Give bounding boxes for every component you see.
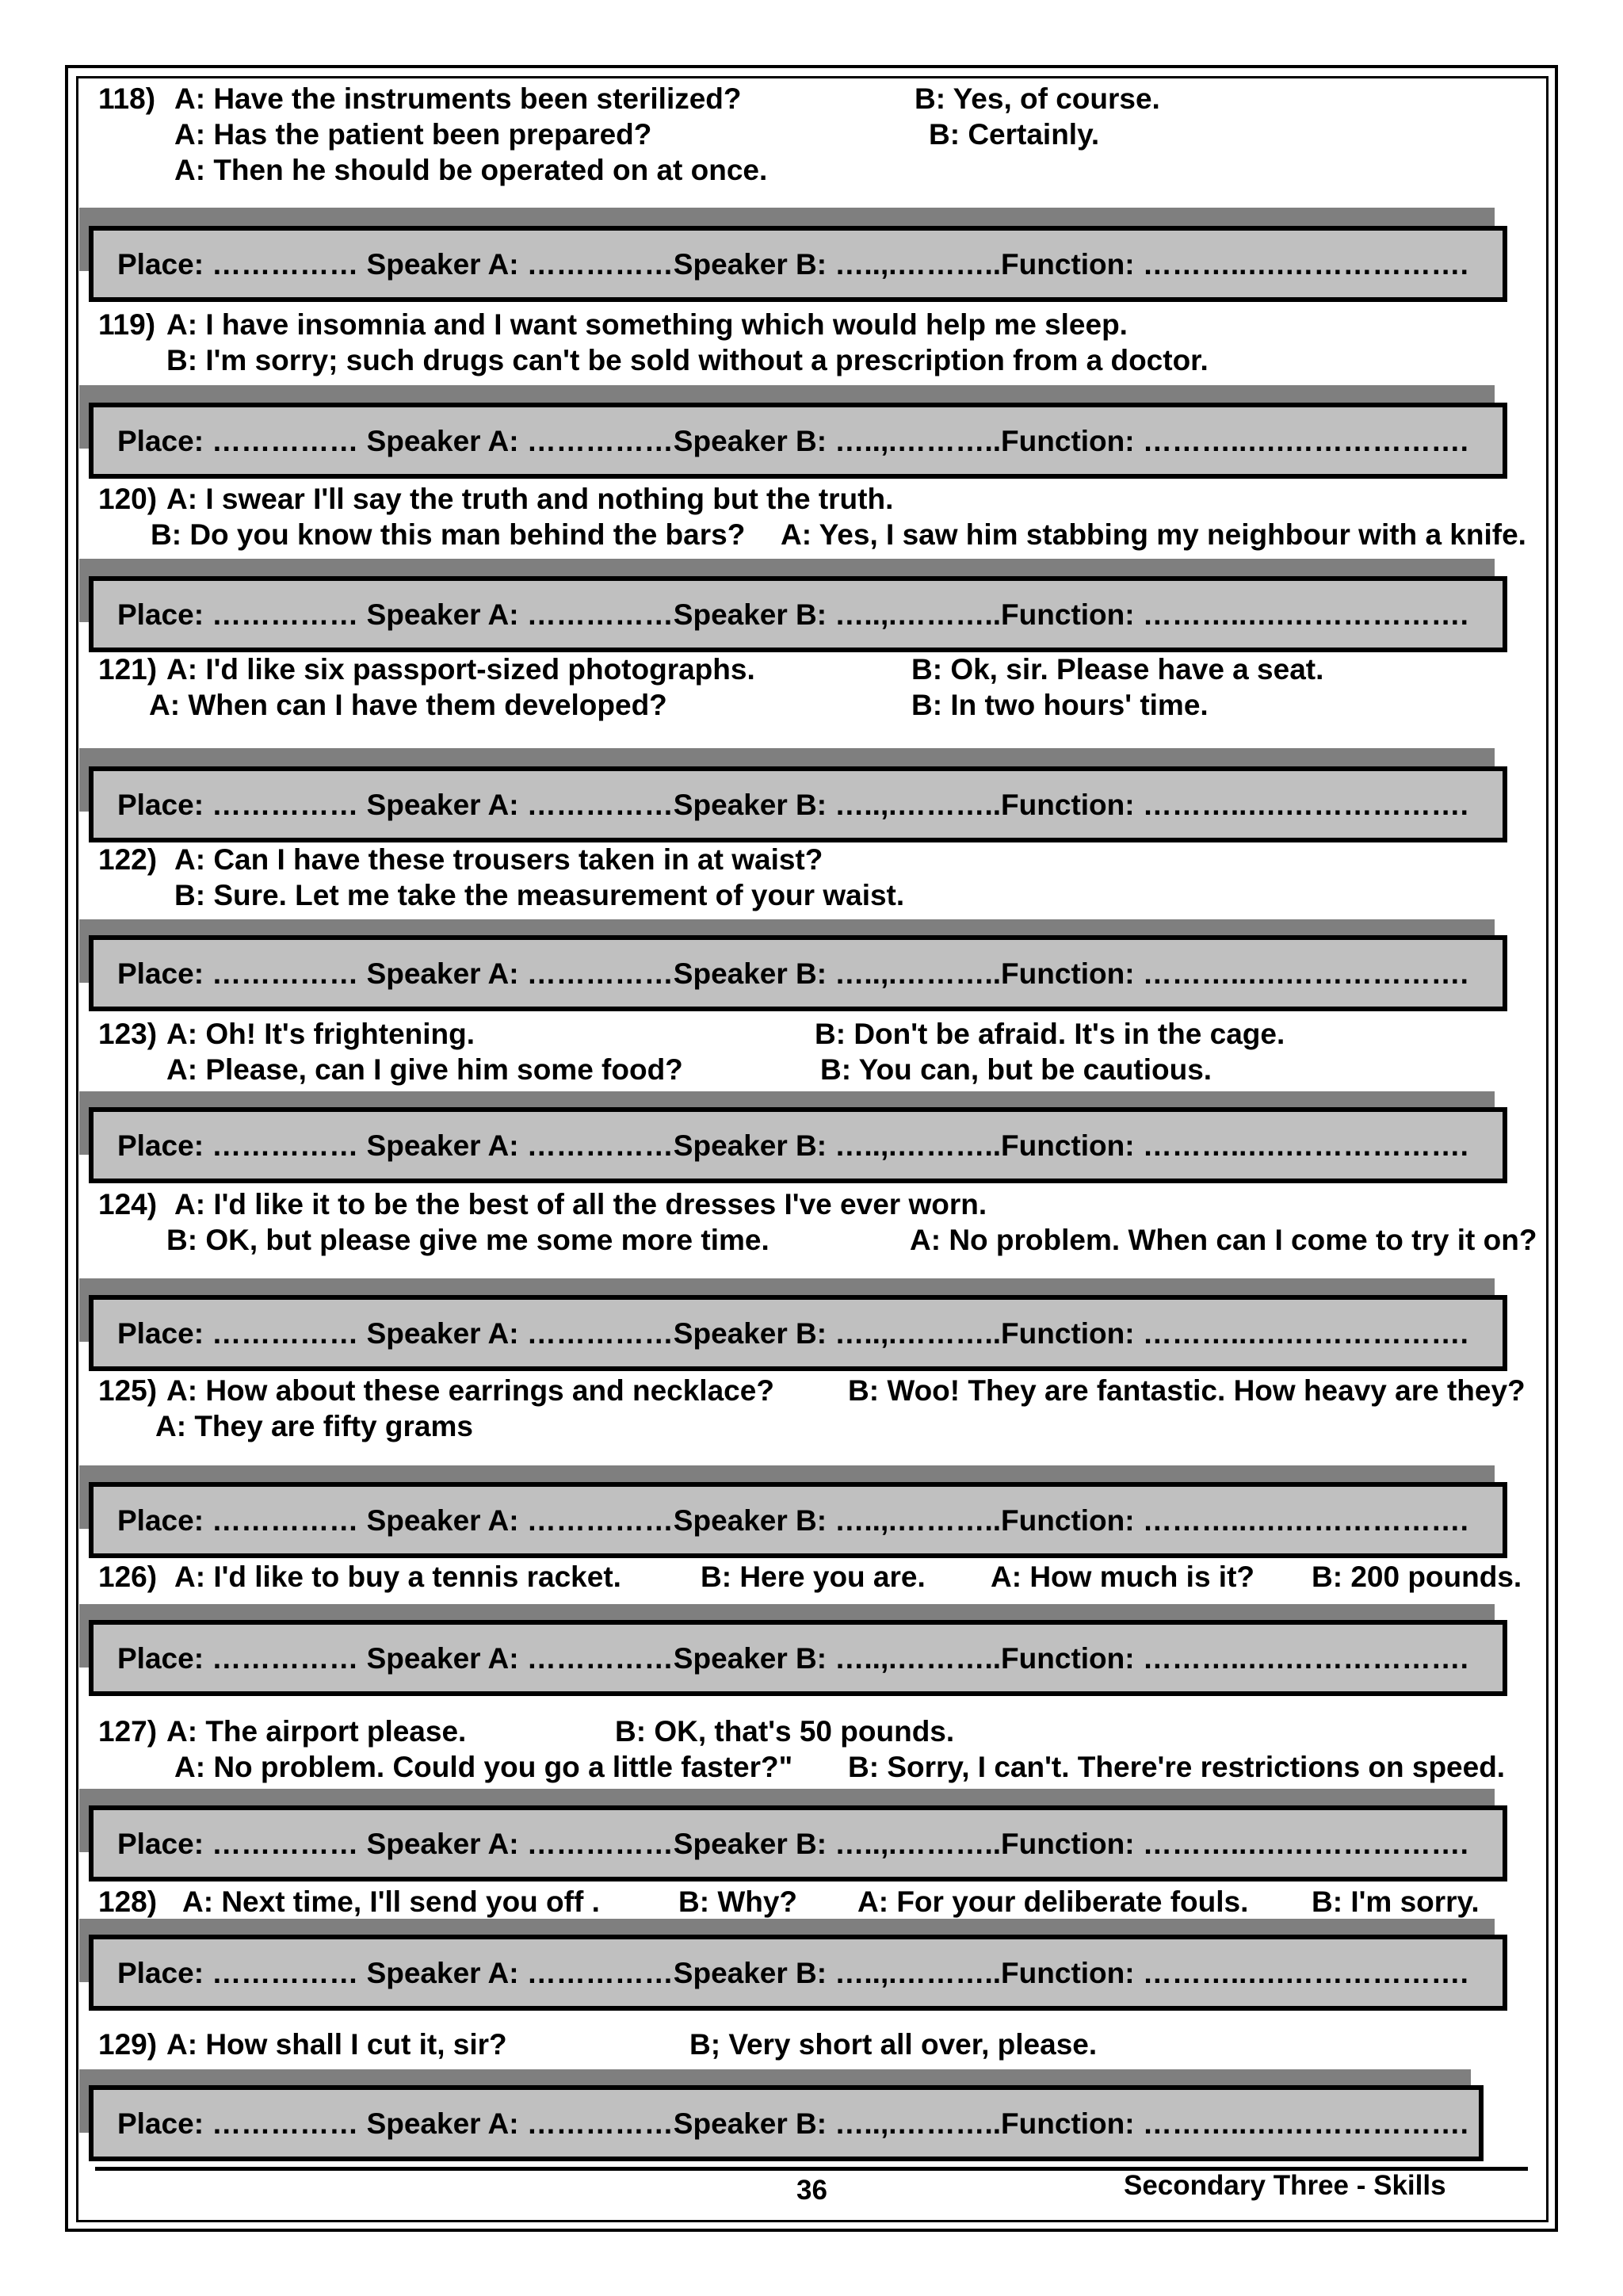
dialogue-utterance: A: The airport please. <box>166 1715 467 1748</box>
dialogue-utterance: A: I'd like to buy a tennis racket. <box>174 1561 621 1593</box>
answer-box[interactable]: Place: …………… Speaker A: ……………Speaker B: …..,.………..Function: ………..….………………. <box>89 1805 1507 1881</box>
dialogue-utterance: A: Oh! It's frightening. <box>166 1018 475 1050</box>
answer-box[interactable]: Place: …………… Speaker A: ……………Speaker B: …..,.………..Function: ………..….………………. <box>89 2085 1484 2161</box>
dialogue-utterance: A: When can I have them developed? <box>149 689 667 721</box>
dialogue-utterance: A: Can I have these trousers taken in at waist? <box>174 843 823 876</box>
page-number: 36 <box>796 2175 827 2206</box>
answer-box[interactable]: Place: …………… Speaker A: ……………Speaker B: …..,.………..Function: ………..….………………. <box>89 576 1507 652</box>
dialogue-utterance: A: How shall I cut it, sir? <box>166 2028 507 2061</box>
dialogue-utterance: A: Have the instruments been sterilized? <box>174 82 742 115</box>
dialogue-utterance: B: Woo! They are fantastic. How heavy are they? <box>848 1374 1526 1407</box>
dialogue-number: 128) <box>98 1885 158 1918</box>
dialogue-utterance: A: Yes, I saw him stabbing my neighbour with a knife. <box>781 518 1526 551</box>
dialogue-utterance: A: Then he should be operated on at once. <box>174 154 768 186</box>
dialogue-utterance: B: Don't be afraid. It's in the cage. <box>815 1018 1285 1050</box>
dialogue-utterance: B: Do you know this man behind the bars? <box>151 518 746 551</box>
answer-box[interactable]: Place: …………… Speaker A: ……………Speaker B: …..,.………..Function: ………..….………………. <box>89 403 1507 479</box>
dialogue-number: 124) <box>98 1188 158 1221</box>
dialogue-utterance: B: Why? <box>678 1885 798 1918</box>
dialogue-utterance: B: I'm sorry; such drugs can't be sold without a prescription from a doctor. <box>166 344 1209 376</box>
answer-box[interactable]: Place: …………… Speaker A: ……………Speaker B: …..,.………..Function: ………..….………………. <box>89 226 1507 302</box>
dialogue-utterance: A: I have insomnia and I want something which would help me sleep. <box>166 308 1128 341</box>
answer-box[interactable]: Place: …………… Speaker A: ……………Speaker B: …..,.………..Function: ………..….………………. <box>89 1482 1507 1558</box>
dialogue-utterance: B; Very short all over, please. <box>689 2028 1098 2061</box>
dialogue-utterance: A: They are fifty grams <box>155 1410 473 1442</box>
dialogue-utterance: A: How about these earrings and necklace? <box>166 1374 774 1407</box>
dialogue-number: 127) <box>98 1715 158 1748</box>
answer-box[interactable]: Place: …………… Speaker A: ……………Speaker B: …..,.………..Function: ………..….………………. <box>89 766 1507 842</box>
dialogue-utterance: B: Certainly. <box>929 118 1100 151</box>
dialogue-utterance: B: In two hours' time. <box>911 689 1209 721</box>
dialogue-utterance: A: Next time, I'll send you off . <box>182 1885 600 1918</box>
dialogue-utterance: A: No problem. When can I come to try it on? <box>910 1224 1537 1256</box>
dialogue-number: 126) <box>98 1561 158 1593</box>
dialogue-utterance: B: Sure. Let me take the measurement of your waist. <box>174 879 905 911</box>
dialogue-utterance: B: You can, but be cautious. <box>820 1053 1212 1086</box>
dialogue-number: 121) <box>98 653 158 686</box>
dialogue-utterance: B: 200 pounds. <box>1312 1561 1522 1593</box>
dialogue-utterance: A: Has the patient been prepared? <box>174 118 652 151</box>
dialogue-utterance: B: Ok, sir. Please have a seat. <box>911 653 1324 686</box>
dialogue-number: 119) <box>98 308 156 341</box>
dialogue-utterance: B: Yes, of course. <box>915 82 1160 115</box>
dialogue-utterance: B: OK, that's 50 pounds. <box>615 1715 955 1748</box>
dialogue-number: 120) <box>98 483 158 515</box>
footer-subtitle: Secondary Three - Skills <box>1124 2170 1446 2201</box>
dialogue-utterance: A: For your deliberate fouls. <box>857 1885 1249 1918</box>
dialogue-utterance: A: How much is it? <box>991 1561 1254 1593</box>
dialogue-number: 123) <box>98 1018 158 1050</box>
answer-box[interactable]: Place: …………… Speaker A: ……………Speaker B: …..,.………..Function: ………..….………………. <box>89 1295 1507 1371</box>
answer-box[interactable]: Place: …………… Speaker A: ……………Speaker B: …..,.………..Function: ………..….………………. <box>89 1620 1507 1696</box>
answer-box[interactable]: Place: …………… Speaker A: ……………Speaker B: …..,.………..Function: ………..….………………. <box>89 1107 1507 1183</box>
dialogue-utterance: A: Please, can I give him some food? <box>166 1053 683 1086</box>
dialogue-number: 129) <box>98 2028 158 2061</box>
dialogue-utterance: B: Sorry, I can't. There're restrictions on speed. <box>848 1751 1506 1783</box>
dialogue-utterance: A: I'd like it to be the best of all the dresses I've ever worn. <box>174 1188 987 1221</box>
answer-box[interactable]: Place: …………… Speaker A: ……………Speaker B: …..,.………..Function: ………..….………………. <box>89 1935 1507 2011</box>
dialogue-utterance: B: I'm sorry. <box>1312 1885 1480 1918</box>
dialogue-utterance: B: Here you are. <box>701 1561 926 1593</box>
dialogue-utterance: A: I'd like six passport-sized photographs. <box>166 653 755 686</box>
dialogue-utterance: A: No problem. Could you go a little faster?" <box>174 1751 793 1783</box>
answer-box[interactable]: Place: …………… Speaker A: ……………Speaker B: …..,.………..Function: ………..….………………. <box>89 935 1507 1011</box>
dialogue-utterance: B: OK, but please give me some more time. <box>166 1224 769 1256</box>
dialogue-number: 118) <box>98 82 156 115</box>
dialogue-utterance: A: I swear I'll say the truth and nothing but the truth. <box>166 483 894 515</box>
dialogue-number: 122) <box>98 843 158 876</box>
dialogue-number: 125) <box>98 1374 158 1407</box>
